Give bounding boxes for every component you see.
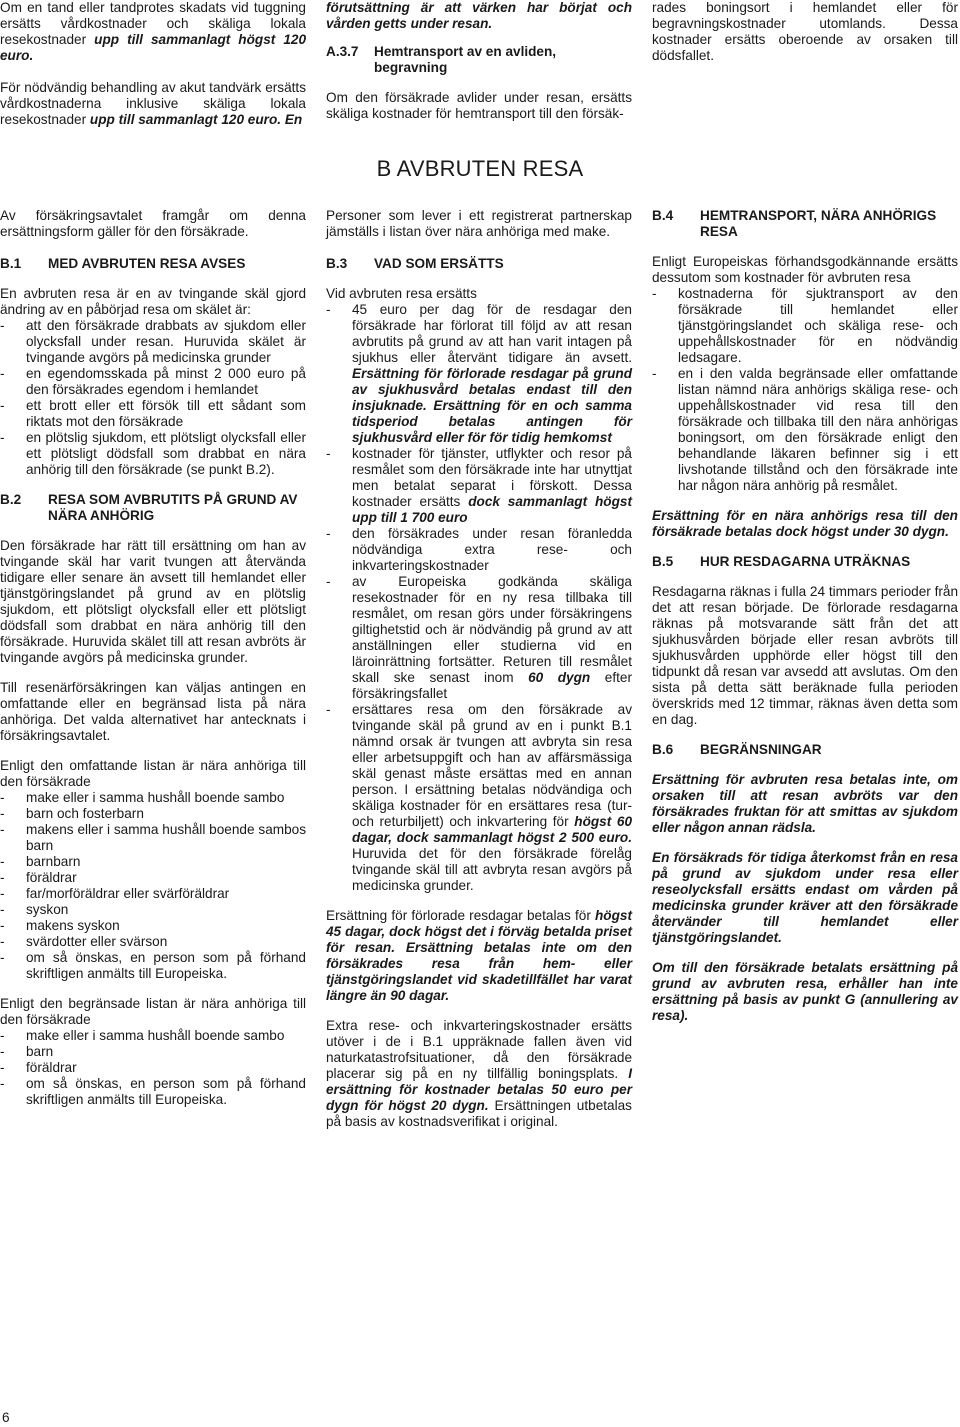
section-heading-b1 xyxy=(0,256,306,272)
top-column-3 xyxy=(652,0,958,64)
section-heading-a37 xyxy=(326,44,632,76)
list-item: - barn xyxy=(0,1044,54,1059)
top-column-1 xyxy=(0,0,306,128)
list-item: - en i den valda begränsade eller omfattande listan nämnd nära anhörigs skäliga rese- och uppehållskostnader vid resa till den försäkrade och tillbaka till den nära anhörigas boningsort, om den försäkrade enligt den behandlande läkaren befinner sig i ett livshotande tillstånd och den försäkrade inte har någon nära anhörig på resmålet. xyxy=(652,366,958,493)
paragraph: Enligt Europeiskas förhandsgodkännande ersätts dessutom som kostnader för avbruten resa xyxy=(652,254,958,285)
list-item: - make eller i samma hushåll boende sambo xyxy=(0,790,285,805)
column-2 xyxy=(326,208,632,1130)
list-item: - barnbarn xyxy=(0,854,81,869)
paragraph: En avbruten resa är en av tvingande skäl gjord ändring av en påbörjad resa om skälet är: xyxy=(0,286,306,317)
list-item: - kostnaderna för sjuktransport av den försäkrade till hemlandet eller tjänstgöringslandet och skäliga rese- och uppehållskostnader för en nödvändig ledsagare. xyxy=(652,286,958,365)
paragraph: Vid avbruten resa ersätts xyxy=(326,286,477,301)
heading-number: B.5 xyxy=(652,554,674,569)
page-number: 6 xyxy=(2,1410,10,1425)
paragraph: rades boningsort i hemlandet eller för begravningskostnader utomlands. Dessa kostnader ersätts oberoende av orsaken till dödsfallet. xyxy=(652,0,958,63)
list-item: - svärdotter eller svärson xyxy=(0,934,168,949)
reasons-list xyxy=(0,318,306,478)
heading-text: MED AVBRUTEN RESA AVSES xyxy=(48,256,246,271)
list-item: - en plötslig sjukdom, ett plötsligt olycksfall eller ett plötsligt dödsfall som drabbat en nära anhörig till den försäkrade (se punkt B.2). xyxy=(0,430,306,477)
top-column-2 xyxy=(326,0,632,122)
list-item: - att den försäkrade drabbats av sjukdom eller olycksfall under resan. Huruvida skälet är tvingande avgörs på medicinska grunder xyxy=(0,318,306,365)
home-transport-list xyxy=(652,286,958,494)
paragraph: förutsättning är att värken har börjat och vården getts under resan. xyxy=(326,0,632,31)
heading-text: HEMTRANSPORT, NÄRA ANHÖRIGS RESA xyxy=(700,208,937,239)
extensive-relatives-list xyxy=(0,790,306,982)
heading-number: B.1 xyxy=(0,256,22,271)
paragraph: Om till den försäkrade betalats ersättning på grund av avbruten resa, erhåller han inte ersättning på basis av punkt G (annullering av resa). xyxy=(652,960,958,1023)
paragraph: Till resenärförsäkringen kan väljas antingen en omfattande eller en begränsad lista på nära anhöriga. Det valda alternativet har antecknats i försäkringsavtalet. xyxy=(0,680,306,743)
intro-paragraph: Personer som lever i ett registrerat partnerskap jämställs i listan över nära anhöriga med make. xyxy=(326,208,632,239)
list-item: - föräldrar xyxy=(0,1060,77,1075)
paragraph: Om en tand eller tandprotes skadats vid tuggning ersätts vårdkostnader och skäliga lokala resekostnader upp till sammanlagt högst 120 euro. xyxy=(0,0,307,63)
paragraph: Ersättning för en nära anhörigs resa till den försäkrade betalas dock högst under 30 dygn. xyxy=(652,508,958,539)
column-1 xyxy=(0,208,306,1108)
paragraph: En försäkrads för tidiga återkomst från en resa på grund av sjukdom under resa eller reseolycksfall ersätts endast om vården på medicinska grunder kräver att den försäkrade återvänder till hemlandet eller tjänstgöringslandet. xyxy=(652,850,958,945)
heading-number: B.2 xyxy=(0,492,22,507)
section-heading-b6 xyxy=(652,742,958,758)
paragraph: Enligt den begränsade listan är nära anhöriga till den försäkrade xyxy=(0,996,306,1027)
paragraph: Ersättning för avbruten resa betalas inte, om orsaken till att resan avbröts var den försäkrades fruktan för att smittas av sjukdom eller någon annan rädsla. xyxy=(652,772,958,835)
list-item: - makens eller i samma hushåll boende sambos barn xyxy=(0,822,306,853)
paragraph: Om den försäkrade avlider under resan, ersätts skäliga kostnader för hemtransport till den försäk- xyxy=(326,90,632,121)
section-title: B AVBRUTEN RESA xyxy=(376,156,584,181)
list-item: - den försäkrades under resan föranledda nödvändiga extra rese- och inkvarteringskostnader xyxy=(326,526,632,573)
heading-text: VAD SOM ERSÄTTS xyxy=(374,256,504,271)
limited-relatives-list xyxy=(0,1028,306,1108)
list-item: - 45 euro per dag för de resdagar den försäkrade har förlorat till följd av att resan avbrutits på grund av att han varit intagen på sjukhus eller återvänt tidigare än avsett. Ersättning för förlorade resdagar på grund av sjukhusvård betalas endast till den insjuknade. Ersättning för en och samma tidsperiod betalas antingen för sjukhusvård eller för för tidig hemkomst xyxy=(326,302,632,445)
list-item: - barn och fosterbarn xyxy=(0,806,144,821)
list-item: - kostnader för tjänster, utflykter och resor på resmålet som den försäkrade inte har utnyttjat men betalat separat i förskott. Dessa kostnader ersätts dock sammanlagt högst upp till 1 700 euro xyxy=(326,446,632,525)
list-item: - om så önskas, en person som på förhand skriftligen anmälts till Europeiska. xyxy=(0,950,306,981)
heading-number: B.3 xyxy=(326,256,348,271)
compensation-list xyxy=(326,302,632,894)
list-item: - make eller i samma hushåll boende sambo xyxy=(0,1028,285,1043)
section-heading-b2 xyxy=(0,492,306,524)
heading-number: B.4 xyxy=(652,208,674,223)
list-item: - en egendomsskada på minst 2 000 euro på den försäkrades egendom i hemlandet xyxy=(0,366,306,397)
paragraph: Enligt den omfattande listan är nära anhöriga till den försäkrade xyxy=(0,758,306,789)
list-item: - föräldrar xyxy=(0,870,77,885)
intro-paragraph: Av försäkringsavtalet framgår om denna ersättningsform gäller för den försäkrade. xyxy=(0,208,306,239)
paragraph: Extra rese- och inkvarteringskostnader ersätts utöver i de i B.1 uppräknade fallen även vid naturkatastrofsituationer, då den försäkrade placerar sig på en ny tillfällig boningsplats. I ersättning för kostnader betalas 50 euro per dygn för högst 20 dygn. Ersättningen utbetalas på basis av kostnadsverifikat i original. xyxy=(326,1018,632,1129)
list-item: - makens syskon xyxy=(0,918,120,933)
heading-number: B.6 xyxy=(652,742,674,757)
list-item: - syskon xyxy=(0,902,69,917)
list-item: - ersättares resa om den försäkrade av tvingande skäl på grund av en i punkt B.1 nämnd orsak är tvungen att avbryta sin resa eller arbetsuppgift och han av affärsmässiga skäl genast måste ersättas med en annan person. I ersättning betalas nödvändiga och skäliga kostnader för en ersättares resa (tur- och returbiljett) och inkvartering för högst 60 dagar, dock sammanlagt högst 2 500 euro. Huruvida det för den försäkrade förelåg tvingande skäl till att avbryta resan avgörs på medicinska grunder. xyxy=(326,702,632,893)
heading-text: HUR RESDAGARNA UTRÄKNAS xyxy=(700,554,911,569)
paragraph: Den försäkrade har rätt till ersättning om han av tvingande skäl har varit tvungen att återvända tidigare eller senare än avsett till hemlandet eller tjänstgöringslandet på grund av en plötslig sjukdom, ett plötsligt olycksfall eller ett plötsligt dödsfall som drabbat en nära anhörig till den försäkrade. Huruvida skälet till att resan avbröts är tvingande avgörs på medicinska grunder. xyxy=(0,538,306,665)
paragraph: Ersättning för förlorade resdagar betalas för högst 45 dagar, dock högst det i förväg betalda priset för resan. Ersättning betalas inte om den försäkrades resa från hem- eller tjänstgöringslandet vid skadetillfället har varat längre än 90 dagar. xyxy=(326,908,632,1003)
paragraph: Resdagarna räknas i fulla 24 timmars perioder från det att resan började. De förlorade resdagarna räknas på motsvarande sätt från det att sjukhusvården började eller resan avbröts till sjukhusvården upphörde eller högst till den tidpunkt då resan var avsedd att avslutas. Om den sista på detta sätt beräknade fulla perioden överskrids med 12 timmar, räknas även detta som en dag. xyxy=(652,584,959,727)
heading-text: BEGRÄNSNINGAR xyxy=(700,742,822,757)
section-heading-b5 xyxy=(652,554,958,570)
list-item: - av Europeiska godkända skäliga resekostnader för en ny resa tillbaka till resmålet, om resan görs under försäkringens giltighetstid och är nödvändig på grund av att anställningen eller studierna vid en läroinrättning fortsätter. Returen till resmålet skall ske senast inom 60 dygn efter försäkringsfallet xyxy=(326,574,632,701)
list-item: - ett brott eller ett försök till ett sådant som riktats mot den försäkrade xyxy=(0,398,306,429)
section-heading-b3 xyxy=(326,256,632,272)
section-heading-b4 xyxy=(652,208,958,240)
heading-text: RESA SOM AVBRUTITS PÅ GRUND AV NÄRA ANHÖRIG xyxy=(48,492,298,523)
heading-text: Hemtransport av en avliden, begravning xyxy=(374,44,557,75)
list-item: - om så önskas, en person som på förhand skriftligen anmälts till Europeiska. xyxy=(0,1076,306,1107)
paragraph: För nödvändig behandling av akut tandvärk ersätts vårdkostnaderna inklusive skäliga lokala resekostnader upp till sammanlagt 120 euro. En xyxy=(0,80,306,127)
heading-number: A.3.7 xyxy=(326,44,359,59)
column-3 xyxy=(652,208,958,1024)
list-item: - far/morföräldrar eller svärföräldrar xyxy=(0,886,230,901)
